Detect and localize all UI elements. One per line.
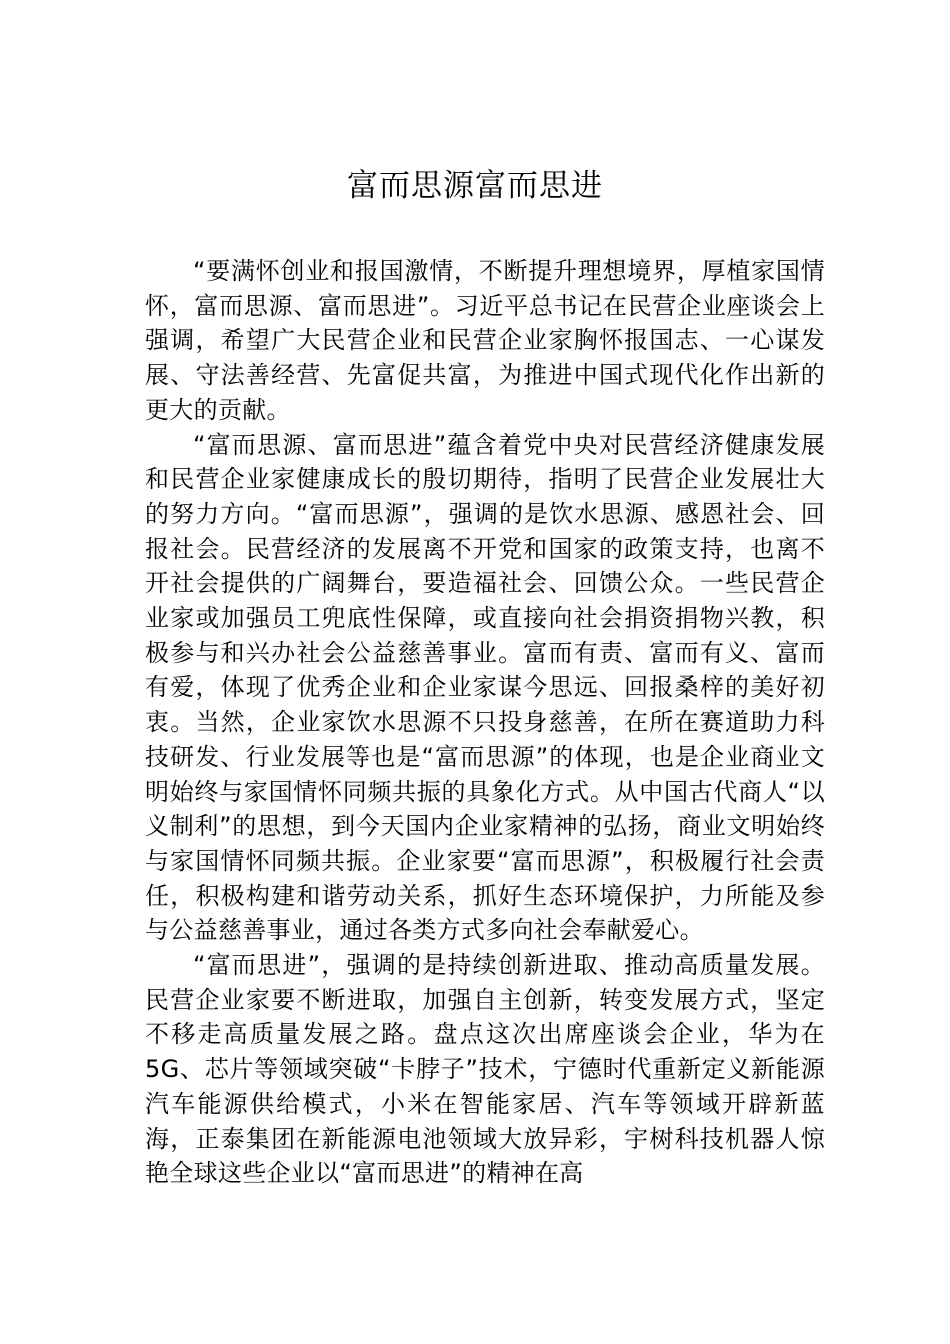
- document-body: [145, 254, 825, 1191]
- paragraph-1: “要满怀创业和报国激情，不断提升理想境界，厚植家国情怀，富而思源、富而思进”。习近平总书记在民营企业座谈会上强调，希望广大民营企业和民营企业家胸怀报国志、一心谋发展、守法善经营、先富促共富，为推进中国式现代化作出新的更大的贡献。: [145, 257, 825, 424]
- document-title: 富而思源富而思进: [347, 168, 603, 204]
- paragraph-3: “富而思进”，强调的是持续创新进取、推动高质量发展。民营企业家要不断进取，加强自主创新，转变发展方式，坚定不移走高质量发展之路。盘点这次出席座谈会企业，华为在 5G、芯片等领域突破“卡脖子”技术，宁德时代重新定义新能源汽车能源供给模式，小米在智能家居、汽车等领域开辟新蓝海，正泰集团在新能源电池领域大放异彩，宇树科技机器人惊艳全球这些企业以“富而思进”的精神在高: [145, 951, 825, 1188]
- paragraph-2: “富而思源、富而思进”蕴含着党中央对民营经济健康发展和民营企业家健康成长的殷切期待，指明了民营企业发展壮大的努力方向。“富而思源”，强调的是饮水思源、感恩社会、回报社会。民营经济的发展离不开党和国家的政策支持，也离不开社会提供的广阔舞台，要造福社会、回馈公众。一些民营企业家或加强员工兜底性保障，或直接向社会捐资捐物兴教，积极参与和兴办社会公益慈善事业。富而有责、富而有义、富而有爱，体现了优秀企业和企业家谋今思远、回报桑梓的美好初衷。当然，企业家饮水思源不只投身慈善，在所在赛道助力科技研发、行业发展等也是“富而思源”的体现，也是企业商业文明始终与家国情怀同频共振的具象化方式。从中国古代商人“以义制利”的思想，到今天国内企业家精神的弘扬，商业文明始终与家国情怀同频共振。企业家要“富而思源”，积极履行社会责任，积极构建和谐劳动关系，抓好生态环境保护，力所能及参与公益慈善事业，通过各类方式多向社会奉献爱心。: [145, 430, 825, 945]
